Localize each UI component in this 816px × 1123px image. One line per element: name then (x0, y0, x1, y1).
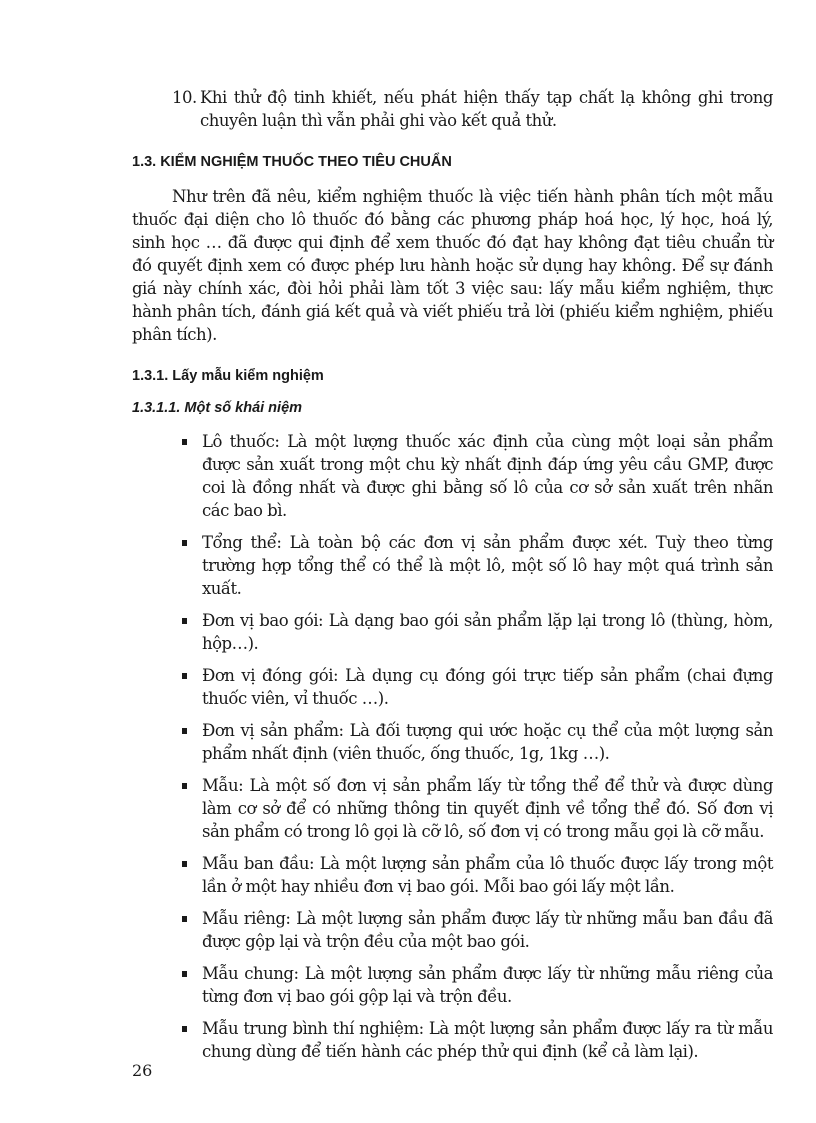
section-heading-1-3: 1.3. KIỂM NGHIỆM THUỐC THEO TIÊU CHUẨN (132, 154, 452, 170)
list-item (132, 609, 773, 655)
bullet-icon (182, 916, 187, 922)
bullet-icon (182, 971, 187, 977)
list-item-text: Mẫu chung: Là một lượng sản phẩm được lấy từ những mẫu riêng của từng đơn vị bao gói gộp lại và trộn đều. (202, 964, 773, 1006)
definition-list (132, 430, 773, 1063)
list-item-text: Đơn vị sản phẩm: Là đối tượng qui ước hoặc cụ thể của một lượng sản phẩm nhất định (viên thuốc, ống thuốc, 1g, 1kg …). (202, 721, 773, 763)
bullet-icon (182, 673, 187, 679)
list-item (132, 430, 773, 522)
list-item (132, 664, 773, 710)
item-text: Khi thử độ tinh khiết, nếu phát hiện thấy tạp chất lạ không ghi trong chuyên luận thì vẫn phải ghi vào kết quả thử. (200, 88, 773, 130)
list-item-text: Tổng thể: Là toàn bộ các đơn vị sản phẩm được xét. Tuỳ theo từng trường hợp tổng thể có thể là một lô, một số lô hay một quá trình sản xuất. (202, 533, 773, 598)
list-item-text: Đơn vị bao gói: Là dạng bao gói sản phẩm lặp lại trong lô (thùng, hòm, hộp…). (202, 611, 773, 653)
list-item-text: Đơn vị đóng gói: Là dụng cụ đóng gói trực tiếp sản phẩm (chai đựng thuốc viên, vỉ thuốc …). (202, 666, 773, 708)
bullet-icon (182, 861, 187, 867)
page-content (132, 86, 773, 1072)
list-item (132, 774, 773, 843)
item-number: 10. (172, 88, 197, 107)
section-paragraph: Như trên đã nêu, kiểm nghiệm thuốc là việc tiến hành phân tích một mẫu thuốc đại diện cho lô thuốc đó bằng các phương pháp hoá học, lý học, hoá lý, sinh học … đã được qui định để xem thuốc đó đạt hay không đạt tiêu chuẩn từ đó quyết định xem có được phép lưu hành hoặc sử dụng hay không. Để sự đánh giá này chính xác, đòi hỏi phải làm tốt 3 việc sau: lấy mẫu kiểm nghiệm, thực hành phân tích, đánh giá kết quả và viết phiếu trả lời (phiếu kiểm nghiệm, phiếu phân tích). (132, 187, 773, 344)
list-item-text: Lô thuốc: Là một lượng thuốc xác định của cùng một loại sản phẩm được sản xuất trong một chu kỳ nhất định đáp ứng yêu cầu GMP, được coi là đồng nhất và được ghi bằng số lô của cơ sở sản xuất trên nhãn các bao bì. (202, 432, 773, 520)
list-item (132, 962, 773, 1008)
list-item-text: Mẫu: Là một số đơn vị sản phẩm lấy từ tổng thể để thử và được dùng làm cơ sở để có những thông tin quyết định về tổng thể đó. Số đơn vị sản phẩm có trong lô gọi là cỡ lô, số đơn vị có trong mẫu gọi là cỡ mẫu. (202, 776, 773, 841)
list-item (132, 852, 773, 898)
list-item (132, 531, 773, 600)
list-item-text: Mẫu ban đầu: Là một lượng sản phẩm của lô thuốc được lấy trong một lần ở một hay nhiều đơn vị bao gói. Mỗi bao gói lấy một lần. (202, 854, 773, 896)
subsubsection-heading-1-3-1-1: 1.3.1.1. Một số khái niệm (132, 400, 303, 416)
list-item (132, 719, 773, 765)
list-item (132, 907, 773, 953)
list-item-text: Mẫu riêng: Là một lượng sản phẩm được lấy từ những mẫu ban đầu đã được gộp lại và trộn đều của một bao gói. (202, 909, 773, 951)
bullet-icon (182, 618, 187, 624)
page-number: 26 (132, 1061, 153, 1080)
bullet-icon (182, 728, 187, 734)
bullet-icon (182, 783, 187, 789)
list-item-text: Mẫu trung bình thí nghiệm: Là một lượng sản phẩm được lấy ra từ mẫu chung dùng để tiến hành các phép thử qui định (kể cả làm lại). (202, 1019, 773, 1061)
bullet-icon (182, 1026, 187, 1032)
numbered-item-10 (132, 86, 773, 132)
bullet-icon (182, 540, 187, 546)
bullet-icon (182, 439, 187, 445)
list-item (132, 1017, 773, 1063)
subsection-heading-1-3-1: 1.3.1. Lấy mẫu kiểm nghiệm (132, 368, 324, 384)
